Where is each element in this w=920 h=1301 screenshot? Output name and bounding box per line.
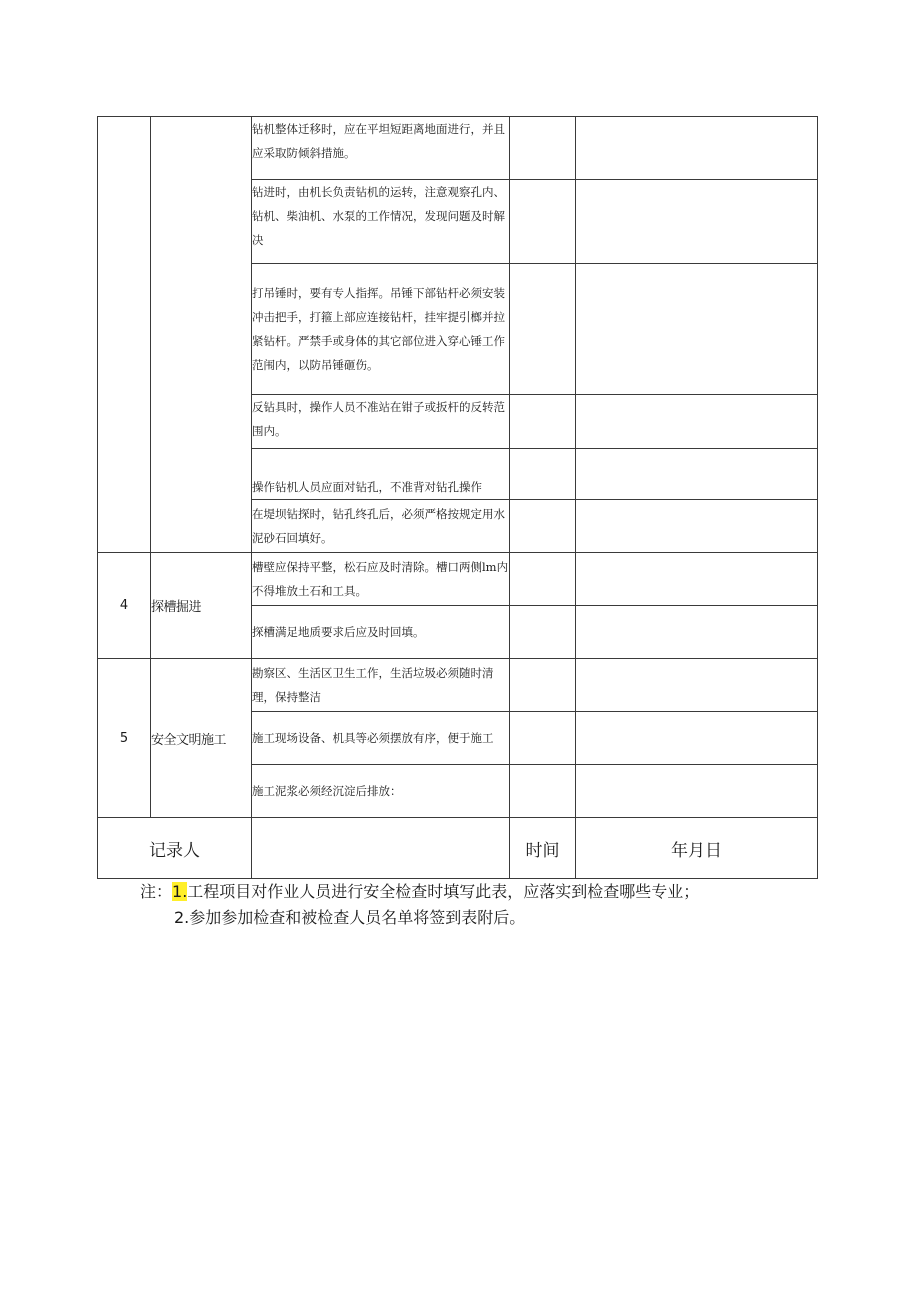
requirement-cell: 打吊锤时，要有专人指挥。吊锤下部钻杆必须安装冲击把手，打箍上部应连接钻杆，挂牢提引榔并拉紧钻杆。严禁手或身体的其它部位进入穿心锤工作范闱内，以防吊锤砸伤。 [252,264,510,395]
result-cell[interactable] [510,553,576,606]
requirement-cell: 钻机整体迁移时，应在平坦短距离地面进行，并且应采取防倾斜措施。 [252,117,510,180]
remark-cell[interactable] [576,765,818,818]
remark-cell[interactable] [576,606,818,659]
remark-cell[interactable] [576,180,818,264]
time-label: 时间 [510,818,576,879]
requirement-cell: 勘察区、生活区卫生工作，生活垃圾必须随时清理，保持整洁 [252,659,510,712]
remark-cell[interactable] [576,117,818,180]
requirement-cell: 操作钻机人员应面对钻孔，不准背对钻孔操作 [252,449,510,500]
item-number-4: 4 [98,553,151,659]
remark-cell[interactable] [576,553,818,606]
requirement-cell: 在堤坝钻探时，钻孔终孔后，必须严格按规定用水泥砂石回填好。 [252,500,510,553]
remark-cell[interactable] [576,500,818,553]
result-cell[interactable] [510,500,576,553]
footer-row [98,818,818,879]
requirement-cell: 反钻具时，操作人员不准站在钳子或扳杆的反转范围内。 [252,395,510,449]
result-cell[interactable] [510,606,576,659]
item-number-5: 5 [98,659,151,818]
result-cell[interactable] [510,395,576,449]
date-value: 年月日 [576,818,818,879]
result-cell[interactable] [510,765,576,818]
requirement-cell: 探槽满足地质要求后应及时回填。 [252,606,510,659]
result-cell[interactable] [510,264,576,395]
result-cell[interactable] [510,659,576,712]
table-row [98,553,818,606]
recorder-value[interactable] [252,818,510,879]
note-1-text: 工程项目对作业人员进行安全检查时填写此表，应落实到检查哪些专业； [187,882,700,901]
recorder-label: 记录人 [98,818,252,879]
table-row [98,659,818,712]
note-prefix: 注： [140,882,173,901]
requirement-cell: 钻进时，由机长负责钻机的运转，注意观察孔内、钻机、柴油机、水泵的工作情况，发现问题及时解决 [252,180,510,264]
table-row [98,117,818,180]
notes [140,879,699,931]
result-cell[interactable] [510,712,576,765]
result-cell[interactable] [510,117,576,180]
remark-cell[interactable] [576,395,818,449]
safety-inspection-table [97,116,818,879]
requirement-cell: 施工泥浆必须经沉淀后排放： [252,765,510,818]
category-cell [151,117,252,553]
result-cell[interactable] [510,449,576,500]
result-cell[interactable] [510,180,576,264]
note-1-number: 1. [172,882,188,901]
remark-cell[interactable] [576,449,818,500]
note-1 [140,879,699,905]
category-trench: 探槽掘进 [151,553,252,659]
requirement-cell: 施工现场设备、机具等必须摆放有序，便于施工 [252,712,510,765]
remark-cell[interactable] [576,264,818,395]
category-civilized-construction: 安全文明施工 [151,659,252,818]
note-2: 2.参加参加检查和被检查人员名单将签到表附后。 [174,908,526,927]
requirement-cell: 槽壁应保持平整，松石应及时清除。槽口两侧lm内不得堆放土石和工具。 [252,553,510,606]
item-number-cell [98,117,151,553]
remark-cell[interactable] [576,712,818,765]
remark-cell[interactable] [576,659,818,712]
